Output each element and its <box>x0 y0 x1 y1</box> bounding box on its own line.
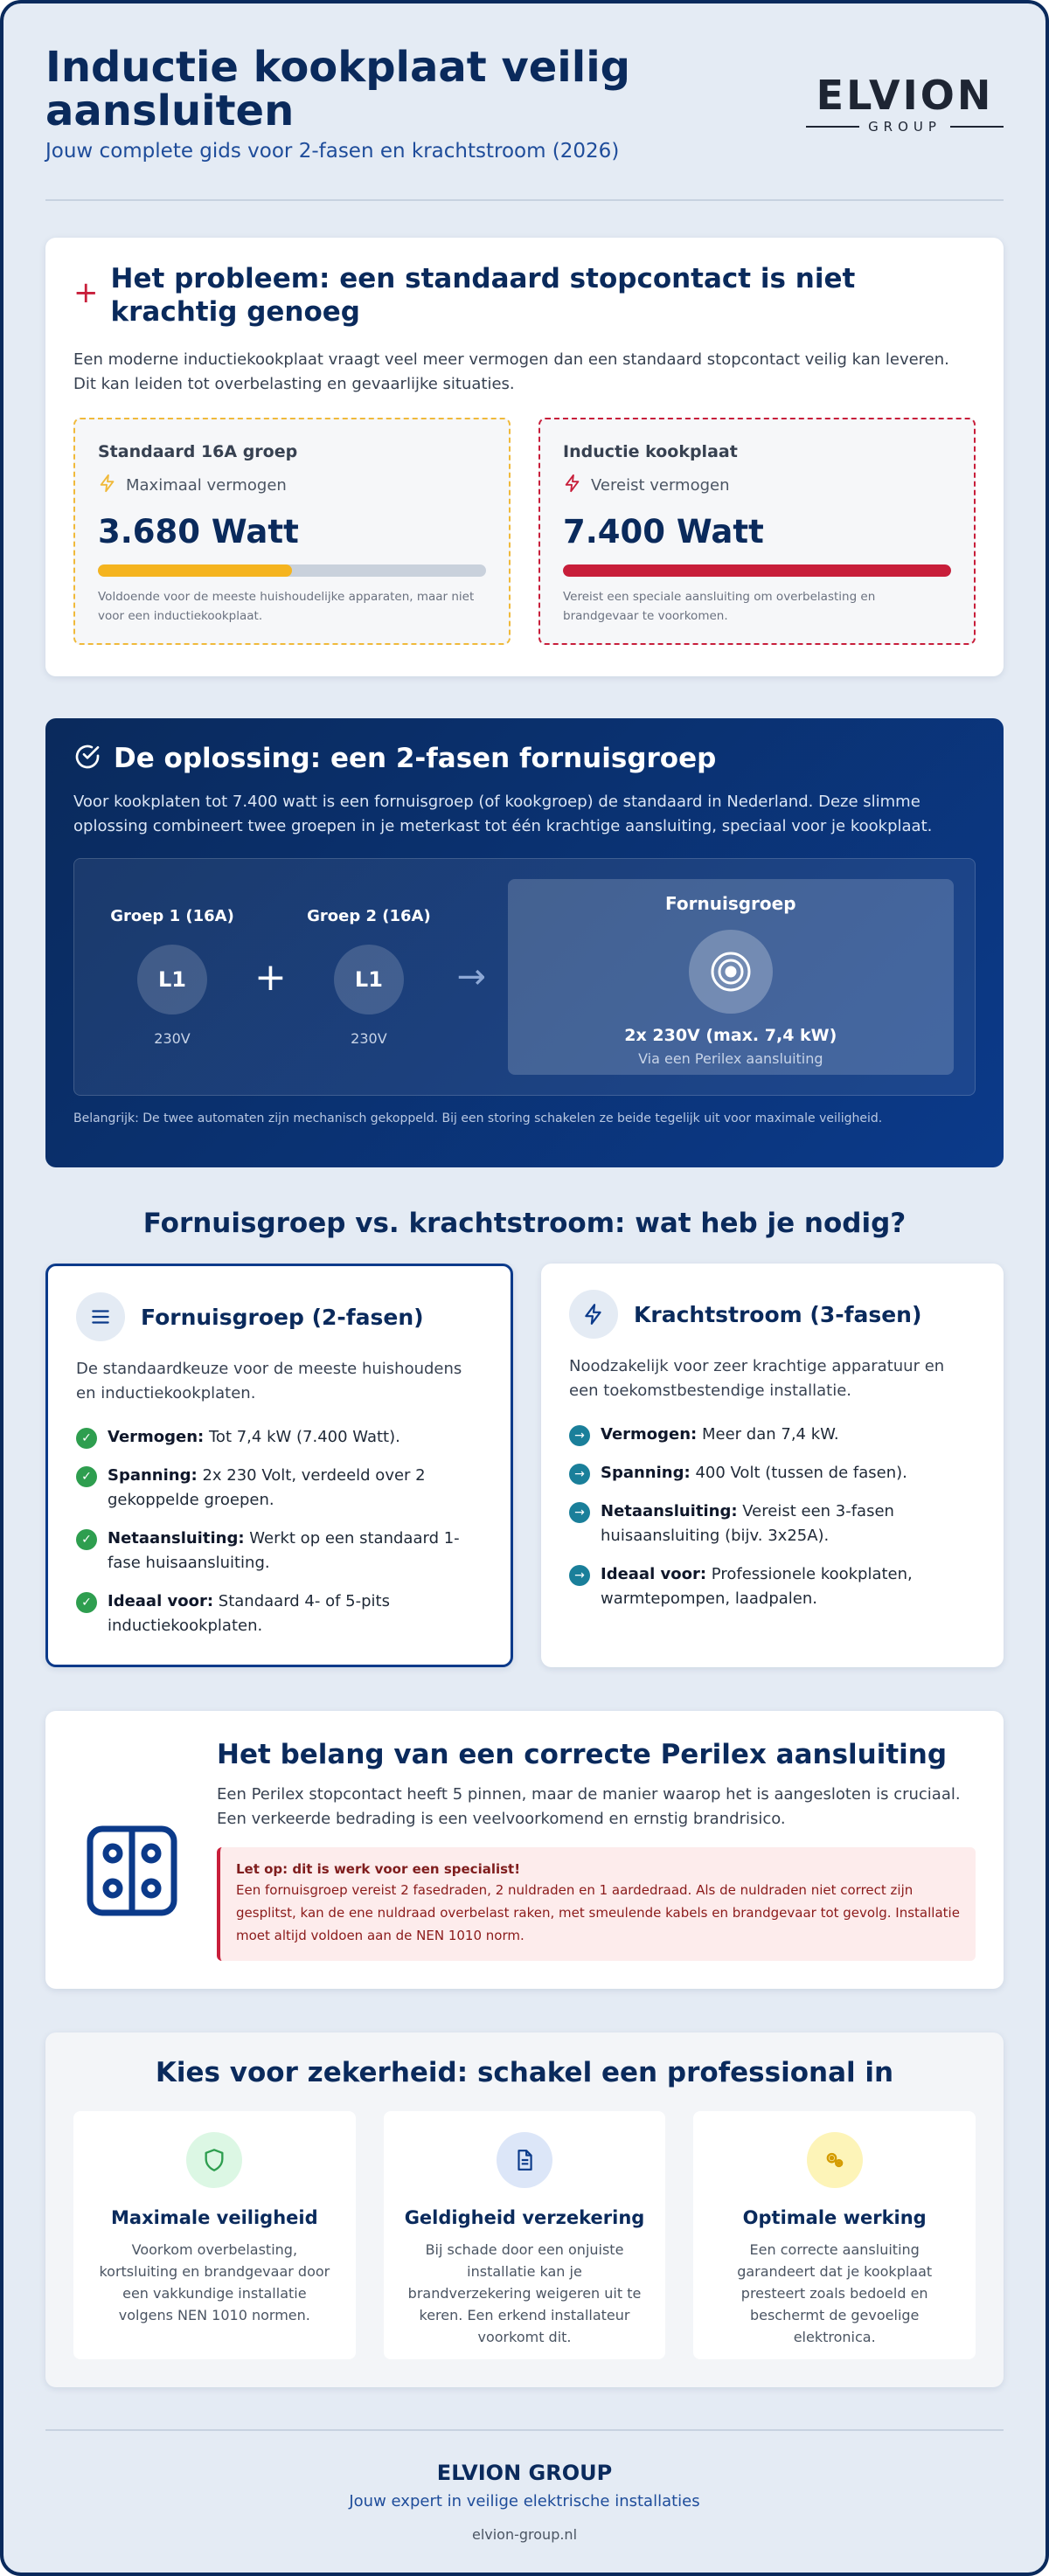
elvion-logo <box>806 72 1004 135</box>
check-icon: ✓ <box>76 1466 97 1487</box>
standard-group-title: Standaard 16A groep <box>98 442 298 461</box>
fornuisgroep-card <box>45 1264 513 1667</box>
standard-power-bar <box>98 564 486 577</box>
list-item: ✓ Spanning: 2x 230 Volt, verdeeld over 2 gekoppelde groepen. <box>76 1464 483 1513</box>
menu-icon <box>76 1292 125 1341</box>
list-item: ✓ Netaansluiting: Werkt op een standaard 1-fase huisaansluiting. <box>76 1527 483 1575</box>
krachtstroom-card-title: Krachtstroom (3-fasen) <box>634 1301 922 1327</box>
fornuisgroep-card-title: Fornuisgroep (2-fasen) <box>141 1304 424 1330</box>
standard-group-label: Maximaal vermogen <box>126 476 287 495</box>
check-icon: ✓ <box>76 1529 97 1550</box>
fornuisgroep-value: 2x 230V (max. 7,4 kW) <box>624 1026 837 1045</box>
power-comparison <box>73 418 976 645</box>
group-2-voltage: 230V <box>351 1030 387 1047</box>
solution-section <box>45 718 1004 1167</box>
group-2-phase: L1 <box>334 945 404 1014</box>
document-icon <box>497 2132 552 2188</box>
check-icon: ✓ <box>76 1592 97 1613</box>
footer-url[interactable]: elvion-group.nl <box>471 2526 578 2543</box>
logo-sub-text: GROUP <box>868 119 941 135</box>
arrow-right-icon: → <box>569 1565 590 1586</box>
induction-power-bar <box>563 564 951 577</box>
group-2-label: Groep 2 (16A) <box>307 907 431 925</box>
group-1-voltage: 230V <box>154 1030 191 1047</box>
benefit-title: Geldigheid verzekering <box>404 2207 645 2228</box>
fornuisgroep-list <box>76 1425 483 1638</box>
problem-lead: Een moderne inductiekookplaat vraagt veel meer vermogen dan een standaard stopcontact veilig kan leveren. Dit kan leiden tot overbelasting en gevaarlijke situaties. <box>73 350 949 393</box>
induction-label: Vereist vermogen <box>591 476 730 495</box>
warning-title: Let op: dit is werk voor een specialist! <box>236 1861 521 1877</box>
induction-note: Vereist een speciale aansluiting om overbelasting en brandgevaar te voorkomen. <box>563 590 876 623</box>
header-text <box>45 45 710 163</box>
arrow-right-icon: → <box>456 957 487 997</box>
check-circle-icon <box>73 743 101 774</box>
benefit-card-performance <box>693 2111 976 2359</box>
induction-title: Inductie kookplaat <box>563 442 738 461</box>
group-1-phase: L1 <box>137 945 207 1014</box>
fornuisgroep-sub: Via een Perilex aansluiting <box>638 1050 823 1067</box>
check-icon: ✓ <box>76 1428 97 1449</box>
list-item: → Netaansluiting: Vereist een 3-fasen huisaansluiting (bijv. 3x25A). <box>569 1499 976 1548</box>
list-item: → Vermogen: Meer dan 7,4 kW. <box>569 1423 976 1447</box>
arrow-right-icon: → <box>569 1464 590 1485</box>
professional-title: Kies voor zekerheid: schakel een professional in <box>155 2057 894 2088</box>
list-item: ✓ Ideaal voor: Standaard 4- of 5-pits inductiekookplaten. <box>76 1589 483 1638</box>
fornuisgroep-diagram <box>73 858 976 1096</box>
footer <box>45 2429 1004 2543</box>
standard-group-box <box>73 418 511 645</box>
footer-company: ELVION GROUP <box>436 2461 613 2485</box>
standard-group-note: Voldoende voor de meeste huishoudelijke apparaten, maar niet voor een inductiekookplaat. <box>98 590 475 623</box>
solution-title: De oplossing: een 2-fasen fornuisgroep <box>114 743 717 774</box>
benefit-title: Optimale werking <box>742 2207 927 2228</box>
induction-value: 7.400 Watt <box>563 513 764 551</box>
lightning-icon <box>98 474 117 497</box>
shield-icon <box>186 2132 242 2188</box>
arrow-right-icon: → <box>569 1425 590 1446</box>
krachtstroom-card <box>541 1264 1004 1667</box>
benefit-title: Maximale veiligheid <box>111 2207 318 2228</box>
krachtstroom-card-lead: Noodzakelijk voor zeer krachtige apparatuur en een toekomstbestendige installatie. <box>569 1357 945 1400</box>
benefit-card-safety <box>73 2111 356 2359</box>
standard-group-value: 3.680 Watt <box>98 513 299 551</box>
problem-section <box>45 238 1004 676</box>
logo-sub <box>806 119 1004 135</box>
list-item: ✓ Vermogen: Tot 7,4 kW (7.400 Watt). <box>76 1425 483 1450</box>
perilex-socket-icon <box>86 1825 178 1917</box>
header-divider <box>45 199 1004 201</box>
standard-power-fill <box>98 564 292 577</box>
page-title: Inductie kookplaat veilig aansluiten <box>45 43 630 135</box>
group-1 <box>95 907 249 1047</box>
benefit-text: Voorkom overbelasting, kortsluiting en brandgevaar door een vakkundige installatie volgens NEN 1010 normen. <box>99 2241 330 2323</box>
benefit-card-insurance <box>384 2111 666 2359</box>
logo-word: ELVION <box>816 72 994 119</box>
group-1-label: Groep 1 (16A) <box>110 907 234 925</box>
plus-sign: + <box>254 954 287 1000</box>
specialist-warning <box>217 1847 976 1961</box>
lightning-icon <box>569 1290 618 1339</box>
list-item: → Ideaal voor: Professionele kookplaten, warmtepompen, laadpalen. <box>569 1562 976 1611</box>
target-icon <box>689 930 773 1014</box>
plus-icon: + <box>73 275 99 310</box>
perilex-title: Het belang van een correcte Perilex aansluiting <box>217 1739 948 1770</box>
fornuisgroep-card-lead: De standaardkeuze voor de meeste huishoudens en inductiekookplaten. <box>76 1360 462 1402</box>
solution-note: Belangrijk: De twee automaten zijn mechanisch gekoppeld. Bij een storing schakelen ze beide tegelijk uit voor maximale veiligheid. <box>73 1111 883 1125</box>
professional-section <box>45 2032 1004 2387</box>
arrow-right-icon: → <box>569 1502 590 1523</box>
group-2 <box>292 907 446 1047</box>
perilex-lead: Een Perilex stopcontact heeft 5 pinnen, maar de manier waarop het is aangesloten is cruciaal. Een verkeerde bedrading is een veelvoorkomend en ernstig brandrisico. <box>217 1785 961 1828</box>
problem-title: Het probleem: een standaard stopcontact is niet krachtig genoeg <box>110 263 856 328</box>
versus-title: Fornuisgroep vs. krachtstroom: wat heb je nodig? <box>142 1208 907 1239</box>
fornuisgroep-result <box>508 879 954 1075</box>
benefit-text: Bij schade door een onjuiste installatie kan je brandverzekering weigeren uit te keren. Een erkend installateur voorkomt dit. <box>407 2241 642 2345</box>
induction-box <box>538 418 976 645</box>
footer-tagline: Jouw expert in veilige elektrische installaties <box>349 2492 700 2510</box>
page-subtitle: Jouw complete gids voor 2-fasen en krachtstroom (2026) <box>45 140 620 163</box>
gears-icon <box>807 2132 863 2188</box>
perilex-section <box>45 1711 1004 1989</box>
header <box>45 45 1004 168</box>
solution-lead: Voor kookplaten tot 7.400 watt is een fornuisgroep (of kookgroep) de standaard in Nederland. Deze slimme oplossing combineert twee groepen in je meterkast tot één krachtige aansluiting, speciaal voor je kookplaat. <box>73 793 933 835</box>
list-item: → Spanning: 400 Volt (tussen de fasen). <box>569 1461 976 1485</box>
fornuisgroep-title: Fornuisgroep <box>665 893 796 914</box>
benefit-text: Een correcte aansluiting garandeert dat je kookplaat presteert zoals bedoeld en beschermt de gevoelige elektronica. <box>737 2241 933 2345</box>
lightning-icon <box>563 474 582 497</box>
induction-power-fill <box>563 564 951 577</box>
warning-body: Een fornuisgroep vereist 2 fasedraden, 2 nuldraden en 1 aardedraad. Als de nuldraden niet correct zijn gesplitst, kan de ene nuldraad overbelast raken, met smeulende kabels en brandgevaar tot gevolg. Installatie moet altijd voldoen aan de NEN 1010 norm. <box>236 1882 960 1943</box>
versus-comparison <box>45 1264 1004 1667</box>
krachtstroom-list <box>569 1423 976 1611</box>
